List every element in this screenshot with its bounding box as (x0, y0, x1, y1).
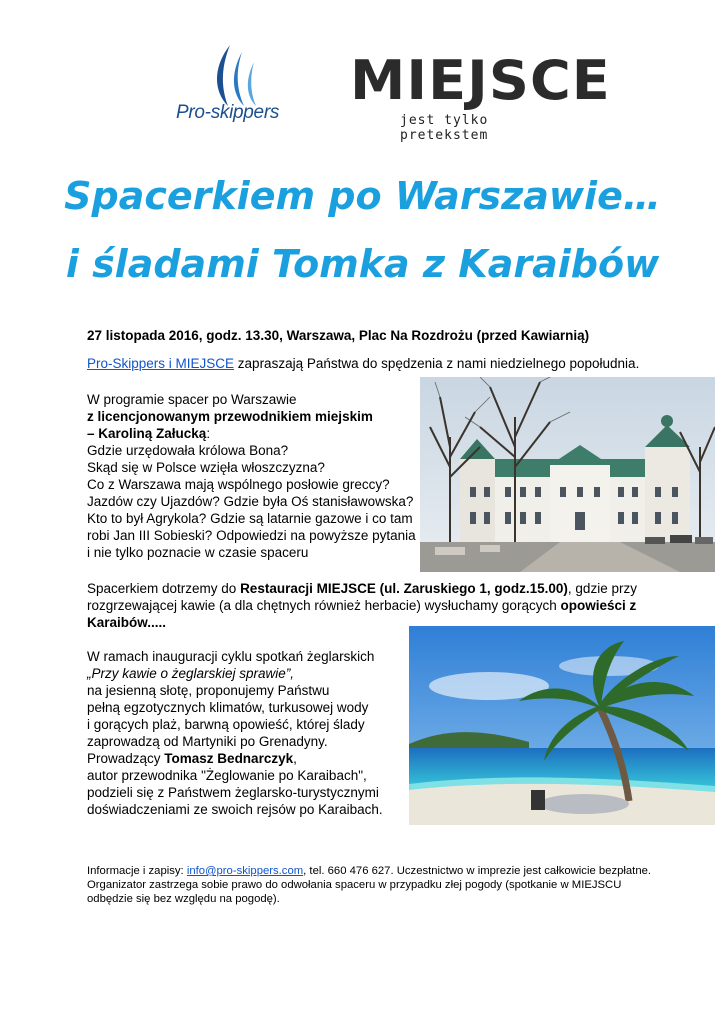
program-question: Co z Warszawa mają wspólnego posłowie greccy? (87, 477, 390, 492)
cycle-line: doświadczeniami ze swoich rejsów po Karaibach. (87, 802, 383, 817)
cycle-line: autor przewodnika "Żeglowanie po Karaibach", (87, 768, 367, 783)
miejsce-wordmark: MIEJSCE (350, 49, 611, 112)
program-line-2: z licencjonowanym przewodnikiem miejskim (87, 409, 373, 424)
title-line-2: i śladami Tomka z Karaibów (65, 242, 660, 286)
program-question: Jazdów czy Ujazdów? Gdzie była Oś stanisławowska? (87, 494, 414, 509)
restaurant-address: Restauracji MIEJSCE (ul. Zaruskiego 1, godz.15.00) (240, 581, 568, 596)
program-question: robi Jan III Sobieski? Odpowiedzi na powyższe pytania (87, 528, 416, 543)
restaurant-line-3: Karaibów..... (87, 615, 167, 630)
program-line-1: W programie spacer po Warszawie (87, 392, 297, 407)
footer-line-3: odbędzie się bez względu na pogodę). (87, 893, 280, 905)
cycle-series-name: „Przy kawie o żeglarskiej sprawie”, (87, 666, 295, 681)
warsaw-castle-photo (420, 377, 715, 572)
program-colon: : (206, 426, 211, 441)
guide-name: – Karoliną Załucką (87, 426, 207, 441)
restaurant-line-1 (87, 580, 637, 597)
host-prefix: Prowadzący (87, 751, 165, 766)
restaurant-text-a: Spacerkiem dotrzemy do (87, 581, 241, 596)
caribbean-beach-photo (409, 626, 715, 825)
cycle-line: W ramach inauguracji cyklu spotkań żeglarskich (87, 649, 375, 664)
intro-link[interactable]: Pro-Skippers i MIEJSCE (87, 356, 235, 371)
cycle-line: zaprowadzą od Martyniki po Grenadyny. (87, 734, 328, 749)
footer-line-2: Organizator zastrzega sobie prawo do odwołania spaceru w przypadku złej pogody (spotkanie w MIEJSCU (87, 879, 622, 891)
program-line-3 (87, 425, 210, 442)
program-question: Gdzie urzędowała królowa Bona? (87, 443, 289, 458)
cycle-line: i gorących plaż, barwną opowieść, której ślady (87, 717, 365, 732)
miejsce-logo (350, 49, 611, 143)
cycle-line: na jesienną słotę, proponujemy Państwu (87, 683, 330, 698)
restaurant-text-d: rozgrzewającej kawie (a dla chętnych również herbacie) wysłuchamy gorących (87, 598, 561, 613)
program-question: Skąd się w Polsce wzięła włoszczyzna? (87, 460, 325, 475)
footer-prefix: Informacje i zapisy: (87, 865, 187, 877)
sails-icon (170, 40, 300, 110)
restaurant-stories: opowieści z (560, 598, 637, 613)
program-question: Kto to był Agrykola? Gdzie są latarnie gazowe i co tam (87, 511, 413, 526)
host-name: Tomasz Bednarczyk (164, 751, 294, 766)
pro-skippers-wordmark: Pro-skippers (176, 102, 280, 123)
host-comma: , (293, 751, 297, 766)
restaurant-text-c: , gdzie przy (567, 581, 637, 596)
footer-email-link[interactable]: info@pro-skippers.com (186, 865, 304, 877)
title-line-1: Spacerkiem po Warszawie… (64, 174, 661, 218)
intro-text: zapraszają Państwa do spędzenia z nami niedzielnego popołudnia. (234, 356, 640, 371)
cycle-line: podzieli się z Państwem żeglarsko-turystycznymi (87, 785, 379, 800)
event-date-line: 27 listopada 2016, godz. 13.30, Warszawa, Plac Na Rozdrożu (przed Kawiarnią) (87, 328, 590, 343)
restaurant-line-2 (87, 597, 636, 614)
cycle-line: pełną egzotycznych klimatów, turkusowej wody (87, 700, 369, 715)
footer-phone-text: , tel. 660 476 627. Uczestnictwo w imprezie jest całkowicie bezpłatne. (303, 865, 652, 877)
program-question: i nie tylko poznacie w czasie spaceru (87, 545, 309, 560)
cycle-host-line (87, 750, 297, 767)
pro-skippers-logo (170, 40, 300, 130)
miejsce-tagline: jest tylko pretekstem (400, 113, 489, 143)
intro-paragraph (87, 355, 639, 372)
footer-line-1 (87, 864, 651, 878)
